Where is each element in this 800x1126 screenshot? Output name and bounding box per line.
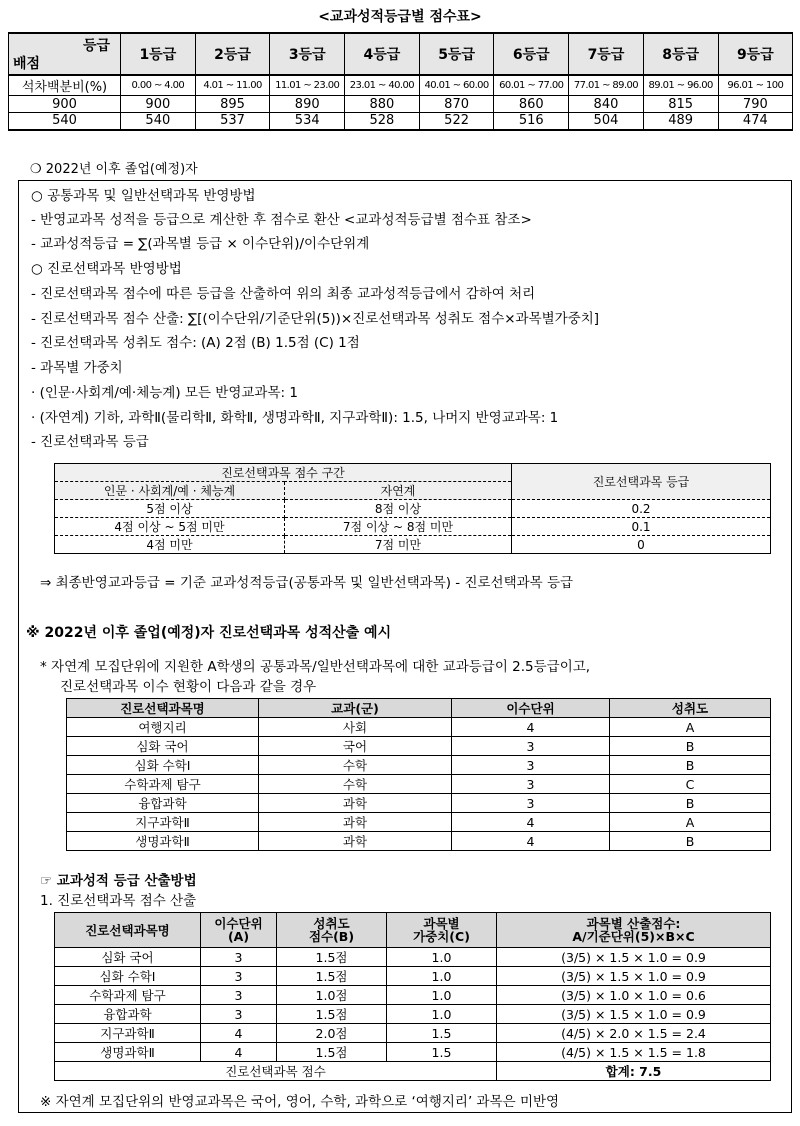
table-row-total <box>55 1062 771 1081</box>
section-heading-common: ○ 공통과목 및 일반선택과목 반영방법 <box>31 188 256 204</box>
table-cell: 1.5점 <box>277 948 387 967</box>
table-cell: C <box>610 775 771 794</box>
graduation-heading: ❍ 2022년 이후 졸업(예정)자 <box>30 162 198 177</box>
table-row <box>67 756 771 775</box>
corner-grade-label: 등급 <box>82 38 110 54</box>
text-line: - 반영교과목 성적을 등급으로 계산한 후 점수로 환산 <교과성적등급별 점수표 참조> <box>31 212 532 228</box>
table-cell: 수학 <box>259 756 452 775</box>
table-cell: 1.0 <box>387 967 497 986</box>
header-line: 이수단위 <box>214 916 263 931</box>
table-cell: 수학과제 탐구 <box>55 986 201 1005</box>
header-line: 가중치(C) <box>413 929 470 944</box>
table-row <box>67 718 771 737</box>
table-cell: (4/5) × 1.5 × 1.5 = 1.8 <box>497 1043 771 1062</box>
header-line: 점수(B) <box>308 929 355 944</box>
header-grade: 진로선택과목 등급 <box>512 464 771 500</box>
table-cell: 0.1 <box>512 518 771 536</box>
table-cell: 국어 <box>259 737 452 756</box>
table-cell: 1.5 <box>387 1043 497 1062</box>
grade-score-table <box>8 32 793 131</box>
table-cell: 540 <box>121 113 196 130</box>
text-line: - 진로선택과목 점수 산출: ∑[(이수단위/기준단위(5))×진로선택과목 성취도 점수×과목별가중치] <box>31 311 600 327</box>
table-cell: (3/5) × 1.5 × 1.0 = 0.9 <box>497 1005 771 1024</box>
table-cell: 사회 <box>259 718 452 737</box>
table-cell: 3 <box>201 1005 277 1024</box>
table-cell: 1.5점 <box>277 1005 387 1024</box>
table-cell: 3 <box>201 948 277 967</box>
header-line: 성취도 <box>313 916 350 931</box>
column-header: 진로선택과목명 <box>67 699 259 718</box>
row-label: 540 <box>9 113 121 130</box>
table-cell: A <box>610 718 771 737</box>
text-line: - 진로선택과목 성취도 점수: (A) 2점 (B) 1.5점 (C) 1점 <box>31 335 360 351</box>
text-line: - 진로선택과목 점수에 따른 등급을 산출하여 위의 최종 교과성적등급에서 감하여 처리 <box>31 286 536 302</box>
table-cell: 1.0 <box>387 1005 497 1024</box>
table-row <box>67 737 771 756</box>
elective-grade-table <box>54 463 771 554</box>
table-cell: 1.0 <box>387 948 497 967</box>
table-cell: 880 <box>345 96 420 113</box>
table-cell: (3/5) × 1.0 × 1.0 = 0.6 <box>497 986 771 1005</box>
table-cell: 895 <box>195 96 270 113</box>
final-formula: ⇒ 최종반영교과등급 = 기준 교과성적등급(공통과목 및 일반선택과목) - 진로선택과목 등급 <box>40 575 574 591</box>
table-cell: 2.0점 <box>277 1024 387 1043</box>
table-cell: 3 <box>452 756 610 775</box>
table-cell: 8점 이상 <box>285 500 512 518</box>
column-header <box>497 913 771 948</box>
table-cell: 4 <box>201 1024 277 1043</box>
total-label: 진로선택과목 점수 <box>55 1062 497 1081</box>
table-row <box>55 1043 771 1062</box>
table-cell: 537 <box>195 113 270 130</box>
table-cell: (3/5) × 1.5 × 1.0 = 0.9 <box>497 967 771 986</box>
table-cell: 4 <box>452 718 610 737</box>
header-line: 과목별 <box>423 916 460 931</box>
step-title: 1. 진로선택과목 점수 산출 <box>40 893 197 909</box>
table-row <box>9 75 793 96</box>
table-cell: (4/5) × 2.0 × 1.5 = 2.4 <box>497 1024 771 1043</box>
table-row <box>55 967 771 986</box>
example-title: ※ 2022년 이후 졸업(예정)자 진로선택과목 성적산출 예시 <box>26 625 392 641</box>
table-cell: 3 <box>452 775 610 794</box>
text-line: - 교과성적등급 = ∑(과목별 등급 × 이수단위)/이수단위계 <box>31 236 370 252</box>
column-header: 진로선택과목명 <box>55 913 201 948</box>
text-line: - 과목별 가중치 <box>31 360 123 376</box>
table-cell: 534 <box>270 113 345 130</box>
column-header: 이수단위 <box>452 699 610 718</box>
grade-header: 8등급 <box>643 33 718 75</box>
header-line: (A) <box>227 929 250 944</box>
table-cell: 4 <box>201 1043 277 1062</box>
table-cell: 과학 <box>259 813 452 832</box>
table-cell: 900 <box>121 96 196 113</box>
table-cell: 수학 <box>259 775 452 794</box>
corner-header <box>9 33 121 75</box>
table-cell: 1.0 <box>387 986 497 1005</box>
table-cell: A <box>610 813 771 832</box>
table-cell: 생명과학Ⅱ <box>67 832 259 851</box>
table-cell: 96.01 ~ 100 <box>718 75 793 96</box>
table-cell: 60.01 ~ 77.00 <box>494 75 569 96</box>
table-row <box>67 832 771 851</box>
table-cell: B <box>610 756 771 775</box>
header-humanities: 인문 · 사회계/예 · 체능계 <box>55 482 285 500</box>
table-row <box>9 96 793 113</box>
table-row <box>67 813 771 832</box>
table-cell: 474 <box>718 113 793 130</box>
table-cell: 1.0점 <box>277 986 387 1005</box>
table-cell: 4 <box>452 832 610 851</box>
table-cell: 89.01 ~ 96.00 <box>643 75 718 96</box>
text-line: · (인문·사회계/예·체능계) 모든 반영교과목: 1 <box>31 385 298 401</box>
column-header: 교과(군) <box>259 699 452 718</box>
table-cell: 0.00 ~ 4.00 <box>121 75 196 96</box>
table-cell: 23.01 ~ 40.00 <box>345 75 420 96</box>
example-desc: 진로선택과목 이수 현황이 다음과 같을 경우 <box>60 679 317 695</box>
table-row <box>55 500 771 518</box>
table-cell: 융합과학 <box>55 1005 201 1024</box>
table-cell: 심화 국어 <box>67 737 259 756</box>
total-value: 합계: 7.5 <box>497 1062 771 1081</box>
grade-header: 2등급 <box>195 33 270 75</box>
table-cell: 심화 수학Ⅰ <box>55 967 201 986</box>
section-heading-elective: ○ 진로선택과목 반영방법 <box>31 261 182 277</box>
table-row <box>55 518 771 536</box>
row-label: 900 <box>9 96 121 113</box>
table-cell: 융합과학 <box>67 794 259 813</box>
table-cell: 77.01 ~ 89.00 <box>569 75 644 96</box>
table-cell: B <box>610 737 771 756</box>
column-header <box>201 913 277 948</box>
table-cell: 과학 <box>259 832 452 851</box>
table-row <box>55 536 771 554</box>
header-line: A/기준단위(5)×B×C <box>572 929 695 944</box>
table-cell: 870 <box>419 96 494 113</box>
corner-score-label: 배점 <box>13 56 41 72</box>
table-cell: 516 <box>494 113 569 130</box>
table-cell: 3 <box>452 737 610 756</box>
table-cell: B <box>610 794 771 813</box>
table-row <box>67 775 771 794</box>
table-cell: 7점 이상 ~ 8점 미만 <box>285 518 512 536</box>
table-cell: 심화 수학Ⅰ <box>67 756 259 775</box>
example-desc: * 자연계 모집단위에 지원한 A학생의 공통과목/일반선택과목에 대한 교과등급이 2.5등급이고, <box>40 659 591 675</box>
table-cell: 504 <box>569 113 644 130</box>
calc-table <box>54 912 771 1081</box>
grade-header: 1등급 <box>121 33 196 75</box>
table-cell: 0 <box>512 536 771 554</box>
table-cell: 522 <box>419 113 494 130</box>
table-cell: 여행지리 <box>67 718 259 737</box>
column-header <box>277 913 387 948</box>
text-line: - 진로선택과목 등급 <box>31 434 149 450</box>
table-cell: 3 <box>201 967 277 986</box>
table-row <box>55 1024 771 1043</box>
table-cell: 지구과학Ⅱ <box>55 1024 201 1043</box>
table-cell: 860 <box>494 96 569 113</box>
text-line: · (자연계) 기하, 과학Ⅱ(물리학Ⅱ, 화학Ⅱ, 생명과학Ⅱ, 지구과학Ⅱ): 1.5, 나머지 반영교과목: 1 <box>31 410 559 426</box>
method-title: ☞ 교과성적 등급 산출방법 <box>40 873 197 889</box>
grade-header: 5등급 <box>419 33 494 75</box>
column-header <box>387 913 497 948</box>
table-cell: 0.2 <box>512 500 771 518</box>
table-cell: 11.01 ~ 23.00 <box>270 75 345 96</box>
table-row <box>67 794 771 813</box>
table-row <box>9 113 793 130</box>
table-cell: 489 <box>643 113 718 130</box>
page-title: <교과성적등급별 점수표> <box>318 9 482 25</box>
header-range: 진로선택과목 점수 구간 <box>55 464 512 482</box>
table-row <box>55 986 771 1005</box>
table-cell: 5점 이상 <box>55 500 285 518</box>
header-line: 과목별 산출점수: <box>586 916 681 931</box>
grade-header: 9등급 <box>718 33 793 75</box>
table-cell: 7점 미만 <box>285 536 512 554</box>
column-header: 성취도 <box>610 699 771 718</box>
table-cell: 40.01 ~ 60.00 <box>419 75 494 96</box>
table-cell: 3 <box>201 986 277 1005</box>
table-cell: 1.5점 <box>277 967 387 986</box>
footnote: ※ 자연계 모집단위의 반영교과목은 국어, 영어, 수학, 과학으로 ‘여행지리’ 과목은 미반영 <box>40 1094 560 1110</box>
table-cell: B <box>610 832 771 851</box>
table-cell: 1.5 <box>387 1024 497 1043</box>
table-cell: 지구과학Ⅱ <box>67 813 259 832</box>
row-label: 석차백분비(%) <box>9 75 121 96</box>
table-cell: 890 <box>270 96 345 113</box>
table-cell: 4점 이상 ~ 5점 미만 <box>55 518 285 536</box>
course-table <box>66 698 771 851</box>
table-cell: 1.5점 <box>277 1043 387 1062</box>
table-cell: (3/5) × 1.5 × 1.0 = 0.9 <box>497 948 771 967</box>
grade-header: 7등급 <box>569 33 644 75</box>
table-cell: 528 <box>345 113 420 130</box>
table-cell: 심화 국어 <box>55 948 201 967</box>
table-cell: 과학 <box>259 794 452 813</box>
table-row <box>55 1005 771 1024</box>
table-cell: 3 <box>452 794 610 813</box>
table-cell: 4점 미만 <box>55 536 285 554</box>
table-cell: 815 <box>643 96 718 113</box>
table-cell: 840 <box>569 96 644 113</box>
table-cell: 생명과학Ⅱ <box>55 1043 201 1062</box>
grade-header: 6등급 <box>494 33 569 75</box>
table-cell: 수학과제 탐구 <box>67 775 259 794</box>
grade-header: 3등급 <box>270 33 345 75</box>
table-cell: 4.01 ~ 11.00 <box>195 75 270 96</box>
table-cell: 790 <box>718 96 793 113</box>
table-row <box>55 948 771 967</box>
table-cell: 4 <box>452 813 610 832</box>
grade-header: 4등급 <box>345 33 420 75</box>
header-science: 자연계 <box>285 482 512 500</box>
